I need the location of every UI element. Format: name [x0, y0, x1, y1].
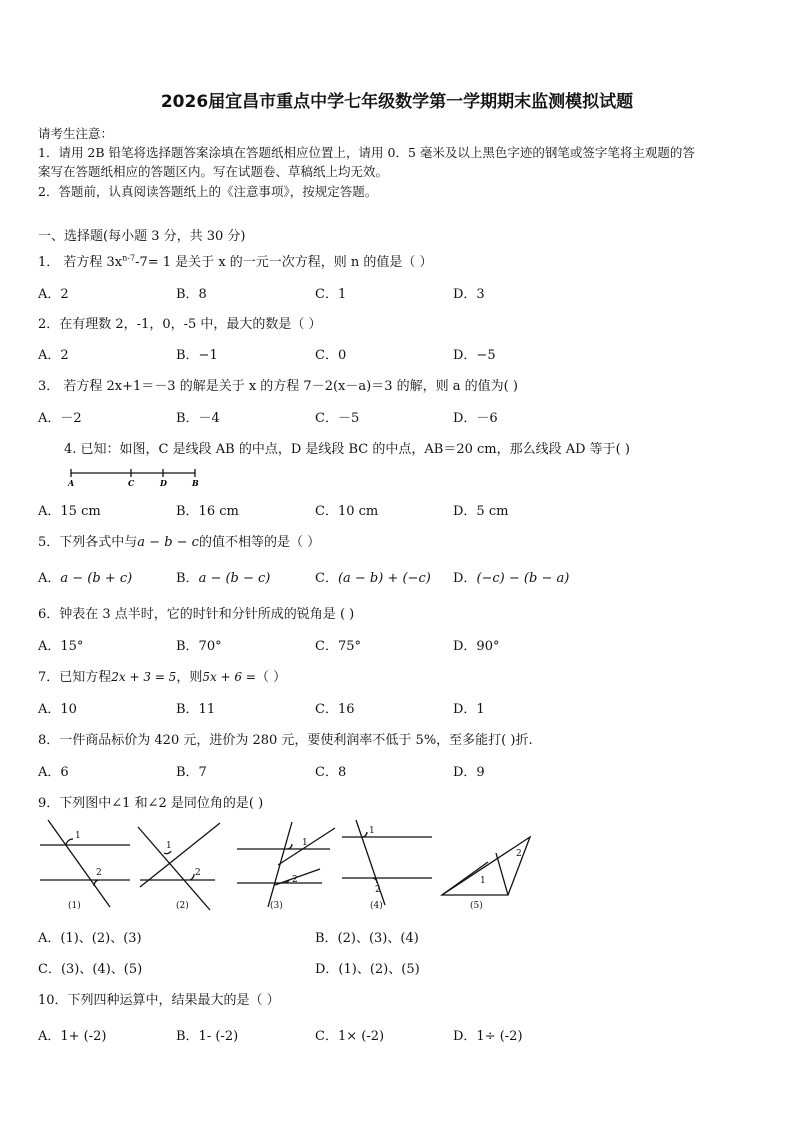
- q1-exponent: n-7: [122, 253, 136, 263]
- question-8-stem: 8．一件商品标价为 420 元，进价为 280 元，要使利润率不低于 5%，至多能打( )折.: [38, 733, 533, 748]
- q5-option-d: [453, 567, 569, 586]
- q5-option-a-math: a − (b + c): [60, 571, 133, 586]
- q9-option-b: B．(2)、(3)、(4): [315, 931, 419, 946]
- q9-caption-5: (5): [470, 901, 483, 911]
- q2-option-d: D．−5: [453, 348, 496, 363]
- q3-option-a: A．－2: [38, 411, 82, 426]
- q4-label-d: D: [160, 478, 167, 487]
- q9-fig3-angle2: 2: [292, 875, 298, 885]
- q9-fig5-angle2: 2: [516, 849, 522, 859]
- q5-expression: a − b − c: [137, 535, 199, 550]
- q9-fig4-angle2: 2: [375, 885, 381, 895]
- q9-figure-1: [40, 820, 130, 911]
- q2-option-a: A．2: [38, 348, 69, 363]
- q9-fig2-angle2: 2: [195, 868, 201, 878]
- q5-option-c-letter: C．: [315, 571, 338, 586]
- q3-option-d: D．－6: [453, 411, 498, 426]
- q2-option-b: B．−1: [176, 348, 218, 363]
- q10-option-d: D．1÷ (-2): [453, 1029, 523, 1044]
- q9-fig4-angle1: 1: [369, 826, 375, 836]
- q2-option-c: C．0: [315, 348, 347, 363]
- q5-option-b: [176, 567, 270, 586]
- q9-fig1-angle1: 1: [75, 831, 81, 841]
- q9-option-d: D．(1)、(2)、(5): [315, 962, 420, 977]
- q7-stem-a: 7．已知方程: [38, 670, 112, 685]
- q4-label-b: B: [192, 478, 199, 487]
- notice-line-1b: 案写在答题纸相应的答题区内。写在试题卷、草稿纸上均无效。: [38, 164, 389, 179]
- q1-stem-b: -7= 1 是关于 x 的一元一次方程，则 n 的值是（ ）: [135, 255, 433, 270]
- q10-option-b: B．1- (-2): [176, 1029, 239, 1044]
- q5-option-a-letter: A．: [38, 571, 61, 586]
- q4-option-c: C．10 cm: [315, 504, 379, 519]
- question-10-stem: 10．下列四种运算中，结果最大的是（ ）: [38, 993, 280, 1008]
- q5-option-a: [38, 567, 132, 586]
- q6-option-b: B．70°: [176, 639, 222, 654]
- q6-option-d: D．90°: [453, 639, 500, 654]
- q5-option-b-letter: B．: [176, 571, 199, 586]
- question-1-stem: [38, 251, 433, 270]
- question-4-stem: 4. 已知：如图，C 是线段 AB 的中点，D 是线段 BC 的中点，AB＝20 cm，那么线段 AD 等于( ): [64, 442, 630, 457]
- q4-label-c: C: [128, 478, 135, 487]
- q8-option-d: D．9: [453, 765, 485, 780]
- question-6-stem: 6．钟表在 3 点半时，它的时针和分针所成的锐角是 ( ): [38, 607, 355, 622]
- q9-caption-2: (2): [176, 901, 189, 911]
- q5-option-d-letter: D．: [453, 571, 477, 586]
- q9-figure-5: [442, 837, 530, 911]
- q9-option-c: C．(3)、(4)、(5): [38, 962, 143, 977]
- notice-heading: 请考生注意：: [38, 126, 114, 141]
- q1-option-b: B．8: [176, 287, 207, 302]
- q3-option-c: C．－5: [315, 411, 360, 426]
- q7-stem-b: （ ）: [255, 670, 287, 685]
- q9-fig2-angle1: 1: [166, 841, 172, 851]
- question-5-stem: [38, 531, 320, 550]
- q1-option-d: D．3: [453, 287, 485, 302]
- q5-option-c-math: (a − b) + (−c): [337, 571, 431, 586]
- q5-option-b-math: a − (b − c): [198, 571, 271, 586]
- q9-fig1-angle2: 2: [96, 868, 102, 878]
- question-9-stem: 9．下列图中∠1 和∠2 是同位角的是( ): [38, 796, 264, 811]
- q5-stem-b: 的值不相等的是（ ）: [198, 535, 321, 550]
- q9-figures: [30, 815, 540, 915]
- q7-stem-mid: ，则: [176, 670, 203, 685]
- question-3-stem: 3． 若方程 2x+1＝－3 的解是关于 x 的方程 7－2(x－a)＝3 的解，则 a 的值为( ): [38, 379, 518, 394]
- q10-option-c: C．1× (-2): [315, 1029, 385, 1044]
- q3-option-b: B．－4: [176, 411, 220, 426]
- q8-option-a: A．6: [38, 765, 69, 780]
- q1-option-a: A．2: [38, 287, 69, 302]
- q9-caption-4: (4): [370, 901, 383, 911]
- q9-caption-3: (3): [270, 901, 283, 911]
- q5-option-c: [315, 567, 431, 586]
- q7-option-b: B．11: [176, 702, 216, 717]
- q9-fig5-angle1: 1: [480, 876, 486, 886]
- q6-option-a: A．15°: [38, 639, 84, 654]
- q9-figure-2: [138, 823, 220, 911]
- q7-option-a: A．10: [38, 702, 77, 717]
- q4-segment-figure: [62, 465, 212, 487]
- notice-line-2: 2．答题前，认真阅读答题纸上的《注意事项》，按规定答题。: [38, 184, 378, 199]
- q5-option-d-math: (−c) − (b − a): [476, 571, 570, 586]
- question-7-stem: [38, 666, 286, 685]
- q4-option-b: B．16 cm: [176, 504, 239, 519]
- q7-expression: 5x + 6 =: [202, 670, 256, 684]
- question-2-stem: 2．在有理数 2，-1，0，-5 中，最大的数是（ ）: [38, 317, 322, 332]
- q7-option-d: D．1: [453, 702, 485, 717]
- q1-stem-a: 1． 若方程 3x: [38, 255, 123, 270]
- q7-option-c: C．16: [315, 702, 355, 717]
- q1-option-c: C．1: [315, 287, 347, 302]
- q9-figure-3: [237, 822, 335, 911]
- q9-figure-4: [342, 820, 432, 911]
- q10-option-a: A．1+ (-2): [38, 1029, 107, 1044]
- section-heading: 一、选择题(每小题 3 分，共 30 分): [38, 229, 246, 244]
- q7-equation: 2x + 3 = 5: [111, 670, 177, 684]
- q9-caption-1: (1): [68, 901, 81, 911]
- page-title: 2026届宜昌市重点中学七年级数学第一学期期末监测模拟试题: [160, 92, 634, 112]
- notice-line-1: 1．请用 2B 铅笔将选择题答案涂填在答题纸相应位置上，请用 0．5 毫米及以上黑色字迹的钢笔或签字笔将主观题的答: [38, 145, 695, 160]
- q4-option-a: A．15 cm: [38, 504, 101, 519]
- q6-option-c: C．75°: [315, 639, 361, 654]
- q8-option-b: B．7: [176, 765, 207, 780]
- q4-option-d: D．5 cm: [453, 504, 509, 519]
- q4-label-a: A: [68, 478, 75, 487]
- q9-fig3-angle1: 1: [302, 838, 308, 848]
- q9-option-a: A．(1)、(2)、(3): [38, 931, 142, 946]
- q5-stem-a: 5．下列各式中与: [38, 535, 138, 550]
- q8-option-c: C．8: [315, 765, 347, 780]
